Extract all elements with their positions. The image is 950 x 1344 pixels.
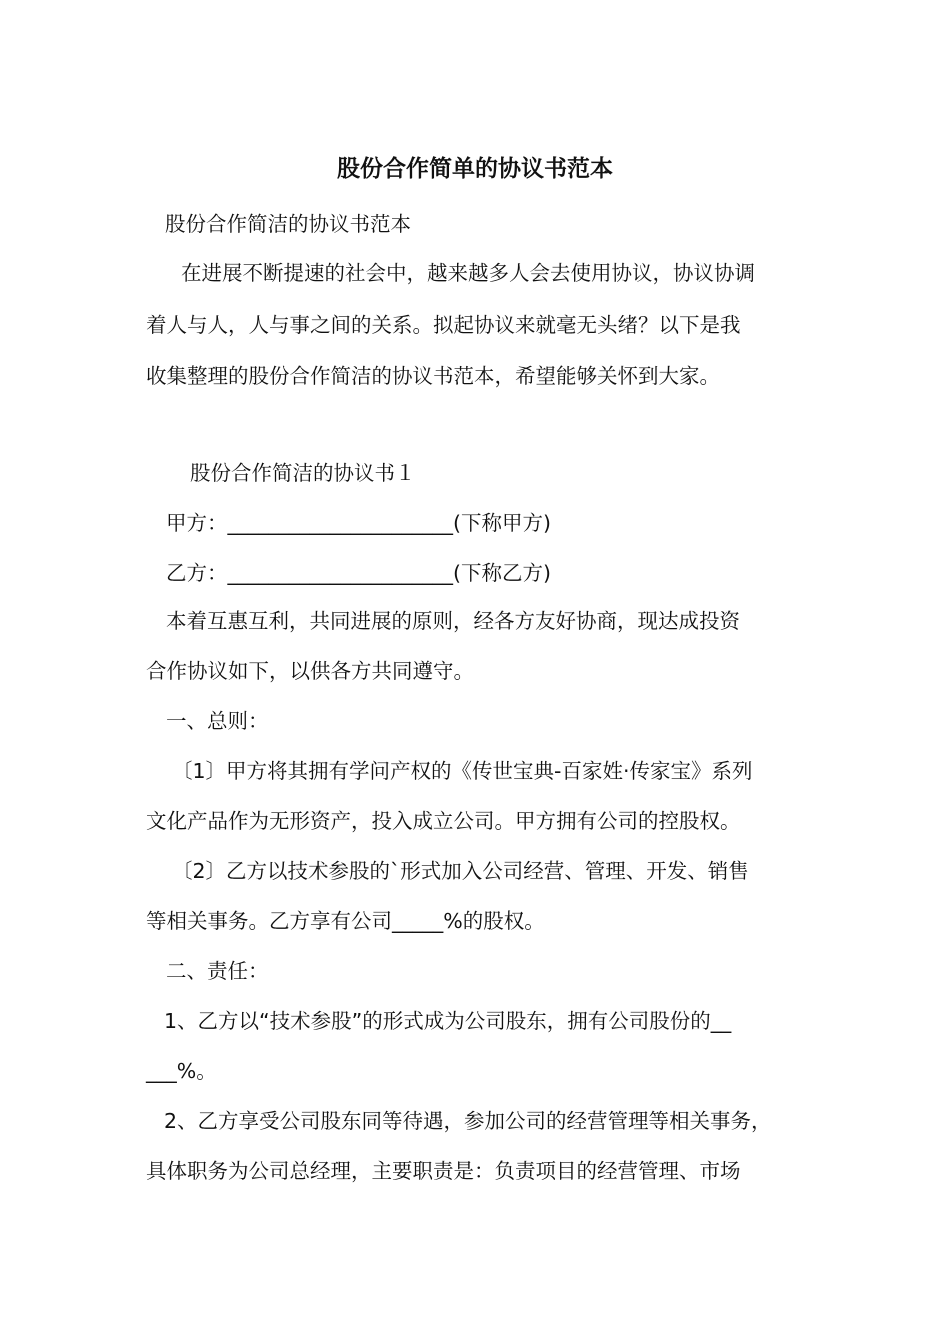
agreement-section-title: 股份合作简洁的协议书１ (190, 461, 416, 485)
section-1-heading: 一、总则： (166, 709, 269, 733)
section-2-item-1-line-1: 1、乙方以“技术参股”的形式成为公司股东，拥有公司股份的__ (164, 1009, 732, 1033)
section-2-item-1-line-2: ___%。 (146, 1059, 217, 1083)
document-subtitle: 股份合作简洁的协议书范本 (165, 212, 411, 236)
section-1-item-2-line-1: 〔2〕乙方以技术参股的`形式加入公司经营、管理、开发、销售 (172, 859, 749, 883)
section-1-item-1-line-2: 文化产品作为无形资产，投入成立公司。甲方拥有公司的控股权。 (146, 809, 741, 833)
intro-line-2: 着人与人，人与事之间的关系。拟起协议来就毫无头绪？以下是我 (146, 313, 741, 337)
section-1-item-2-line-2: 等相关事务。乙方享有公司_____%的股权。 (146, 909, 545, 933)
section-1-item-1-line-1: 〔1〕甲方将其拥有学问产权的《传世宝典-百家姓·传家宝》系列 (172, 759, 753, 783)
section-2-heading: 二、责任： (166, 959, 269, 983)
intro-line-3: 收集整理的股份合作简洁的协议书范本，希望能够关怀到大家。 (146, 364, 720, 388)
party-a-line: 甲方：______________________(下称甲方) (166, 511, 551, 535)
preamble-line-1: 本着互惠互利，共同进展的原则，经各方友好协商，现达成投资 (166, 609, 740, 633)
party-b-line: 乙方：______________________(下称乙方) (166, 561, 551, 585)
document-title: 股份合作简单的协议书范本 (337, 156, 613, 182)
intro-line-1: 在进展不断提速的社会中，越来越多人会去使用协议，协议协调 (181, 261, 755, 285)
preamble-line-2: 合作协议如下，以供各方共同遵守。 (146, 659, 474, 683)
section-2-item-2-line-2: 具体职务为公司总经理，主要职责是：负责项目的经营管理、市场 (146, 1159, 741, 1183)
section-2-item-2-line-1: 2、乙方享受公司股东同等待遇，参加公司的经营管理等相关事务， (164, 1109, 772, 1133)
